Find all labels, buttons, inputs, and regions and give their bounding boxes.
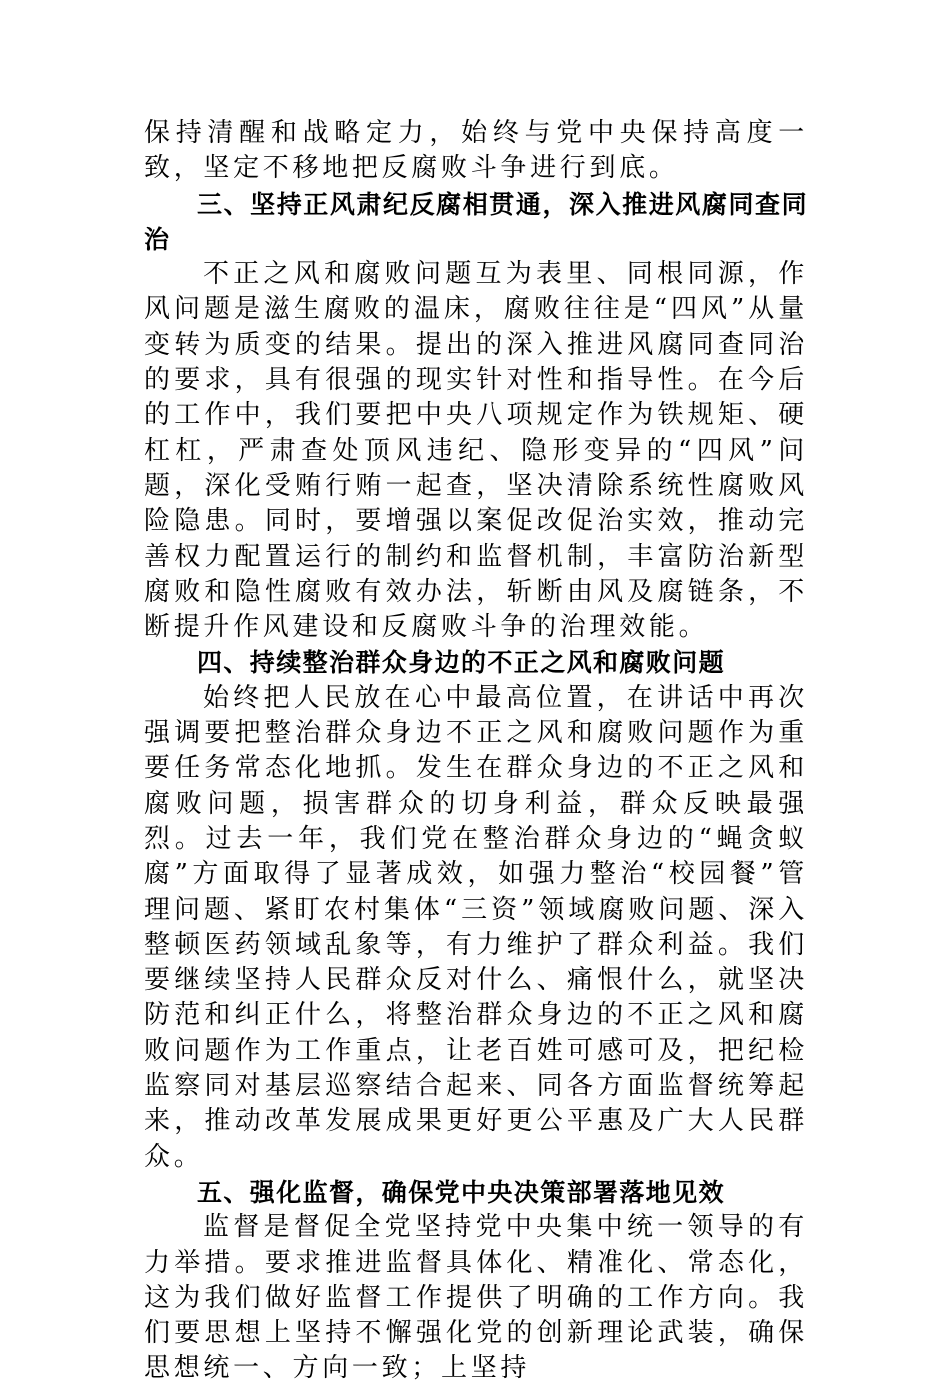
section-heading-4: 四、持续整治群众身边的不正之风和腐败问题 bbox=[197, 648, 726, 678]
section-heading-3: 三、坚持正风肃纪反腐相贯通，深入推进风腐同查同治 bbox=[144, 189, 808, 254]
document-page bbox=[144, 116, 808, 1387]
section-heading-5: 五、强化监督，确保党中央决策部署落地见效 bbox=[197, 1177, 726, 1207]
paragraph-section-3: 不正之风和腐败问题互为表里、同根同源，作风问题是滋生腐败的温床，腐败往往是“四风”从量变转为质变的结果。提出的深入推进风腐同查同治的要求，具有很强的现实针对性和指导性。在今后的工作中，我们要把中央八项规定作为铁规矩、硬杠杠，严肃查处顶风违纪、隐形变异的“四风”问题，深化受贿行贿一起查，坚决清除系统性腐败风险隐患。同时，要增强以案促改促治实效，推动完善权力配置运行的制约和监督机制，丰富防治新型腐败和隐性腐败有效办法，斩断由风及腐链条，不断提升作风建设和反腐败斗争的治理效能。 bbox=[144, 259, 808, 643]
paragraph-continued: 保持清醒和战略定力，始终与党中央保持高度一致，坚定不移地把反腐败斗争进行到底。 bbox=[144, 118, 808, 184]
paragraph-section-5: 监督是督促全党坚持党中央集中统一领导的有力举措。要求推进监督具体化、精准化、常态化，这为我们做好监督工作提供了明确的工作方向。我们要思想上坚持不懈强化党的创新理论武装，确保思想统一、方向一致；上坚持 bbox=[144, 1212, 808, 1384]
paragraph-section-4: 始终把人民放在心中最高位置，在讲话中再次强调要把整治群众身边不正之风和腐败问题作为重要任务常态化地抓。发生在群众身边的不正之风和腐败问题，损害群众的切身利益，群众反映最强烈。过去一年，我们党在整治群众身边的“蝇贪蚁腐”方面取得了显著成效，如强力整治“校园餐”管理问题、紧盯农村集体“三资”领域腐败问题、深入整顿医药领域乱象等，有力维护了群众利益。我们要继续坚持人民群众反对什么、痛恨什么，就坚决防范和纠正什么，将整治群众身边的不正之风和腐败问题作为工作重点，让老百姓可感可及，把纪检监察同对基层巡察结合起来、同各方面监督统筹起来，推动改革发展成果更好更公平惠及广大人民群众。 bbox=[144, 682, 808, 1172]
